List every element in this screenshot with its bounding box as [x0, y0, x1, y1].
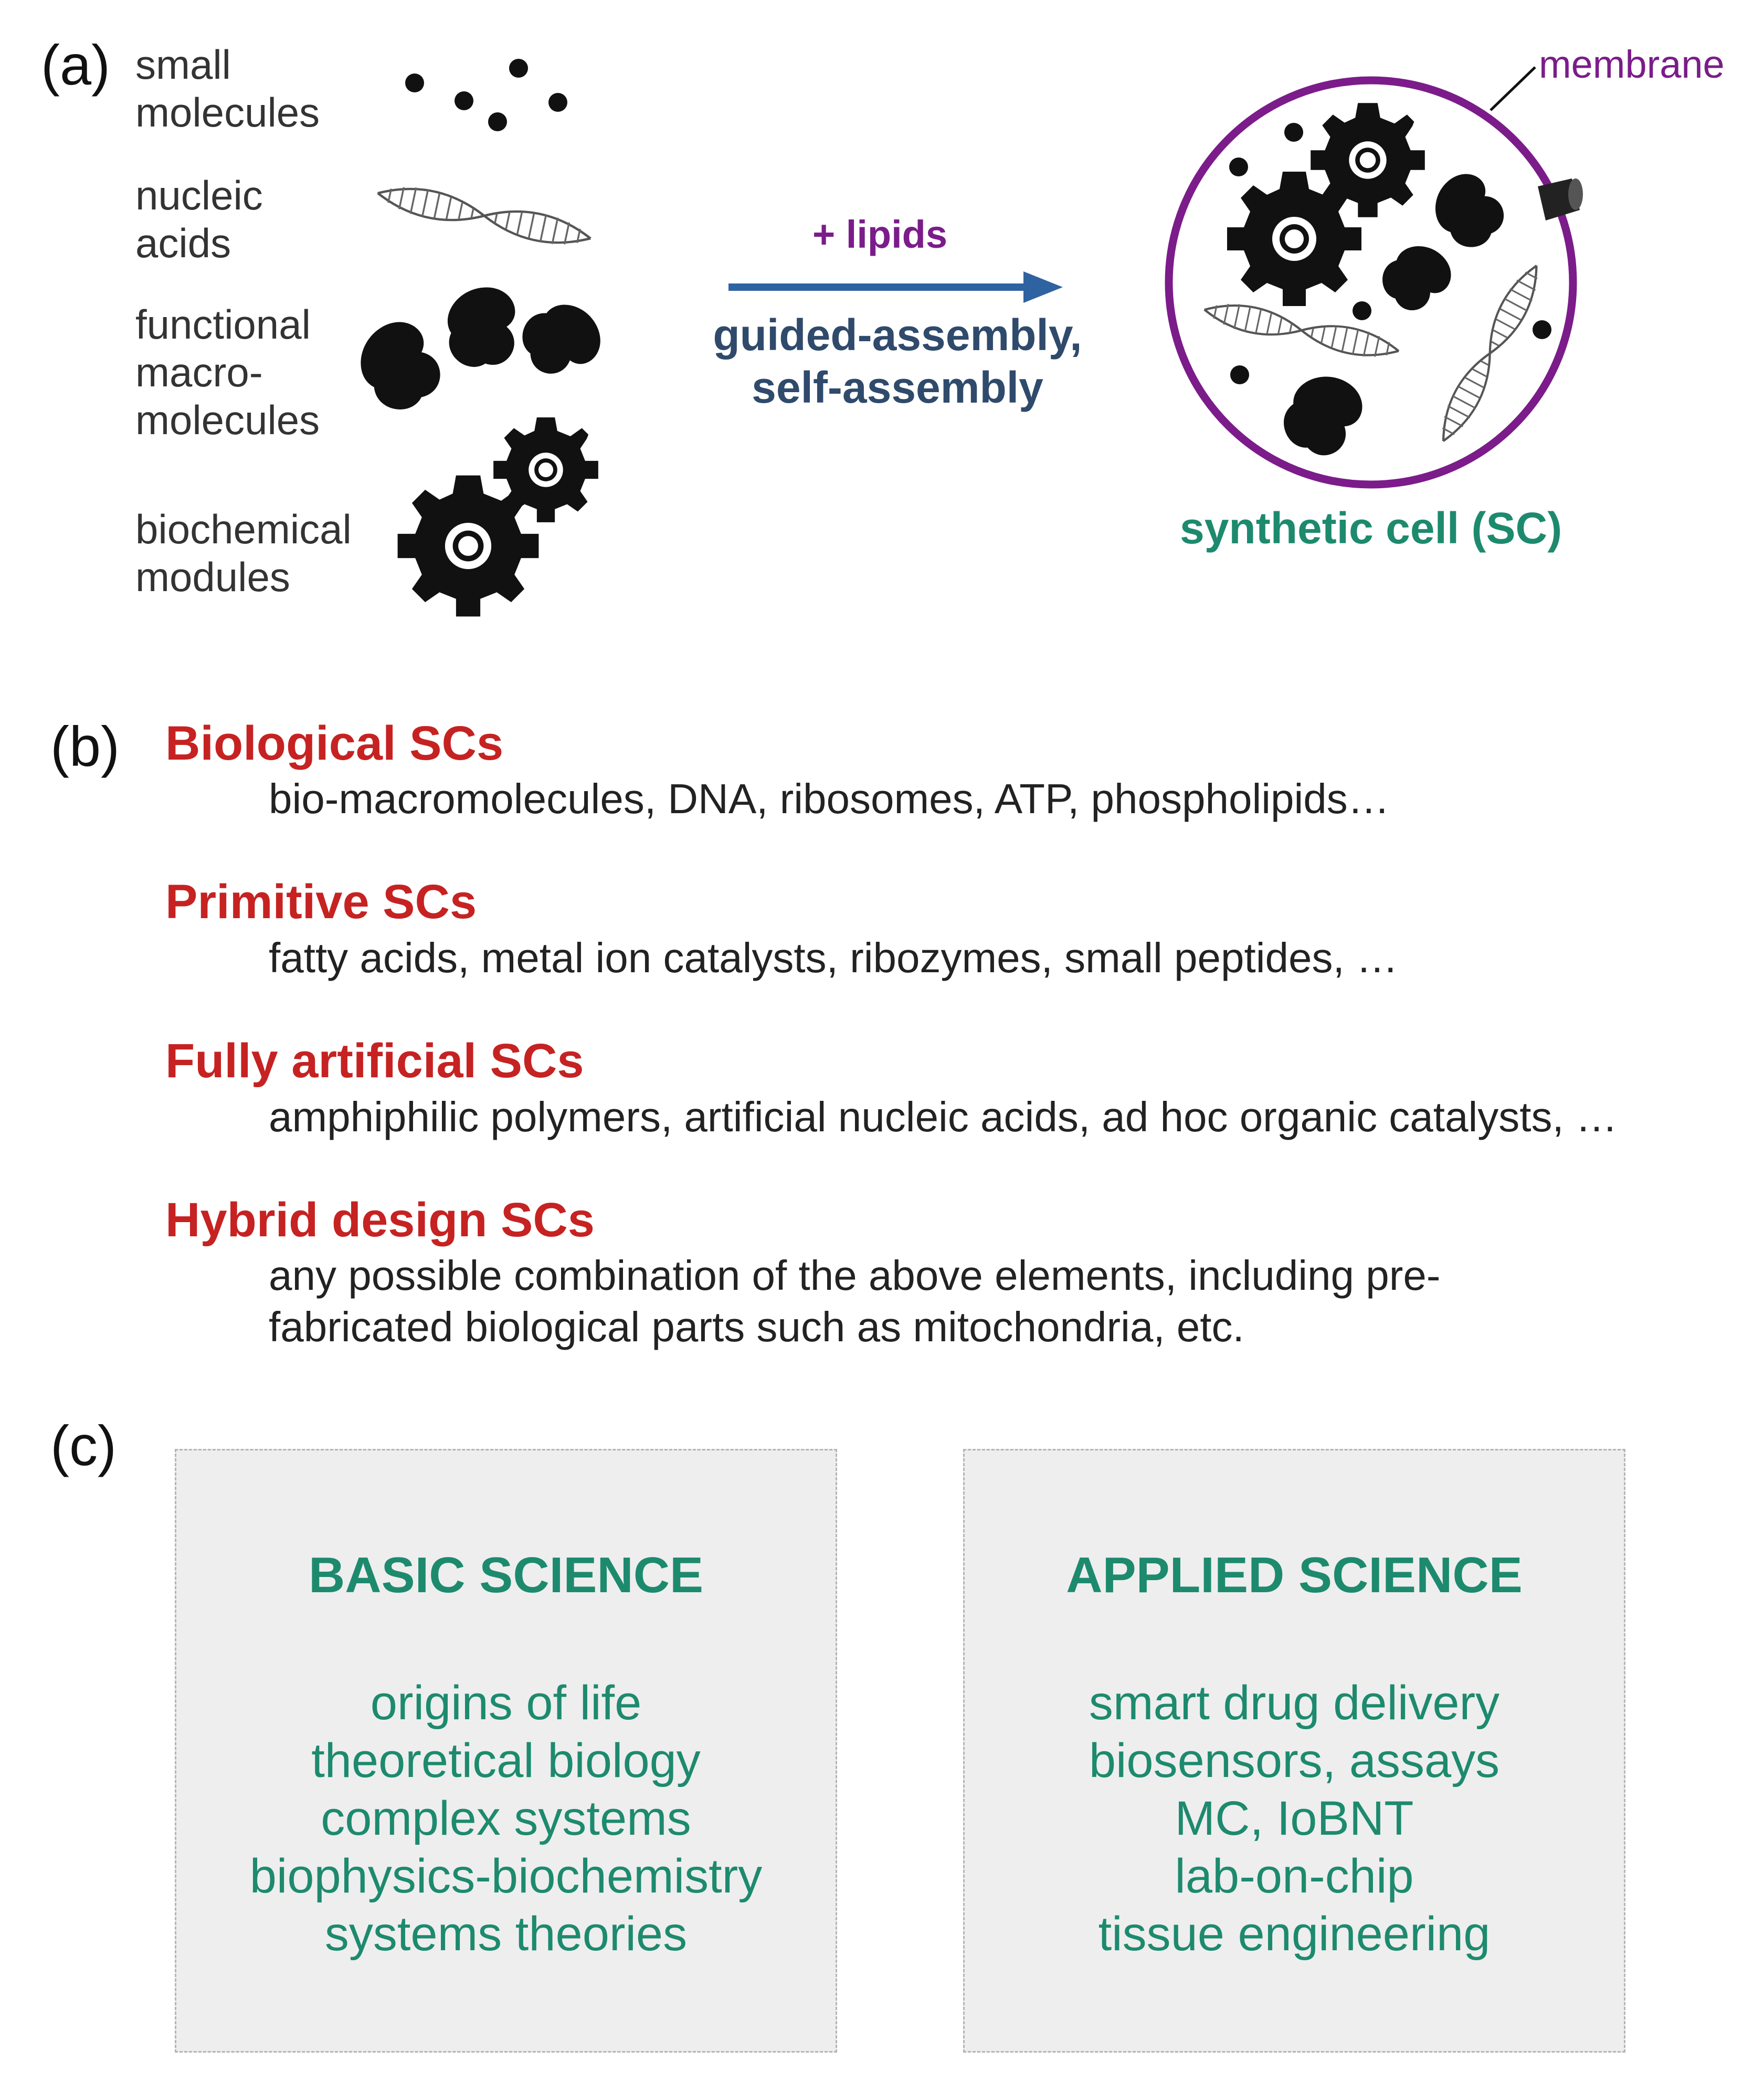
- synthetic-cell-icon: [1169, 80, 1583, 485]
- assembly-arrow-icon: [728, 271, 1063, 303]
- basic-science-title: BASIC SCIENCE: [308, 1547, 704, 1603]
- list-item: MC, IoBNT: [1175, 1792, 1414, 1845]
- applied-science-list: [965, 1674, 1624, 1963]
- list-item: theoretical biology: [311, 1734, 701, 1787]
- list-item: biophysics-biochemistry: [249, 1849, 763, 1903]
- basic-science-list: [176, 1674, 836, 1963]
- list-item: lab-on-chip: [1175, 1849, 1414, 1903]
- macromolecule-blob-icon: [361, 274, 606, 409]
- category-title-biological: Biological SCs: [165, 717, 504, 770]
- basic-science-box: [175, 1449, 837, 2053]
- category-title-primitive: Primitive SCs: [165, 875, 477, 929]
- applied-science-title: APPLIED SCIENCE: [1066, 1547, 1523, 1603]
- panel-c-label: (c): [50, 1414, 117, 1477]
- category-desc-fully-artificial: amphiphilic polymers, artificial nucleic acids, ad hoc organic catalysts, …: [269, 1093, 1618, 1140]
- arrow-bottom-label: guided-assembly, self-assembly: [713, 310, 1082, 412]
- list-item: complex systems: [321, 1792, 691, 1845]
- list-item: systems theories: [324, 1907, 688, 1961]
- list-item: biosensors, assays: [1089, 1734, 1500, 1787]
- item-label-functional-macromolecules: functional macro- molecules: [135, 301, 320, 443]
- item-label-small-molecules: small molecules: [135, 41, 320, 135]
- applied-science-box: [963, 1449, 1625, 2053]
- category-desc-primitive: fatty acids, metal ion catalysts, ribozymes, small peptides, …: [269, 934, 1398, 981]
- list-item: smart drug delivery: [1089, 1676, 1500, 1730]
- item-label-biochemical-modules: biochemical modules: [135, 506, 352, 600]
- list-item: origins of life: [370, 1676, 642, 1730]
- category-desc-hybrid-line2: fabricated biological parts such as mitochondria, etc.: [269, 1303, 1244, 1350]
- category-title-fully-artificial: Fully artificial SCs: [165, 1034, 584, 1088]
- list-item: tissue engineering: [1098, 1907, 1491, 1961]
- dna-icon: [375, 180, 594, 251]
- membrane-label: membrane: [1539, 43, 1725, 86]
- category-desc-biological: bio-macromolecules, DNA, ribosomes, ATP, phospholipids…: [269, 775, 1390, 822]
- item-label-nucleic-acids: nucleic acids: [135, 172, 263, 266]
- membrane-pointer-line: [1491, 67, 1535, 110]
- synthetic-cell-caption: synthetic cell (SC): [1180, 503, 1562, 553]
- arrow-top-label: + lipids: [812, 213, 948, 256]
- category-desc-hybrid-line1: any possible combination of the above elements, including pre-: [269, 1252, 1441, 1299]
- panel-b-label: (b): [50, 714, 120, 778]
- gear-icon: [398, 417, 598, 616]
- category-title-hybrid: Hybrid design SCs: [165, 1193, 595, 1247]
- small-molecules-icon: [405, 59, 567, 131]
- panel-a-label: (a): [41, 33, 110, 97]
